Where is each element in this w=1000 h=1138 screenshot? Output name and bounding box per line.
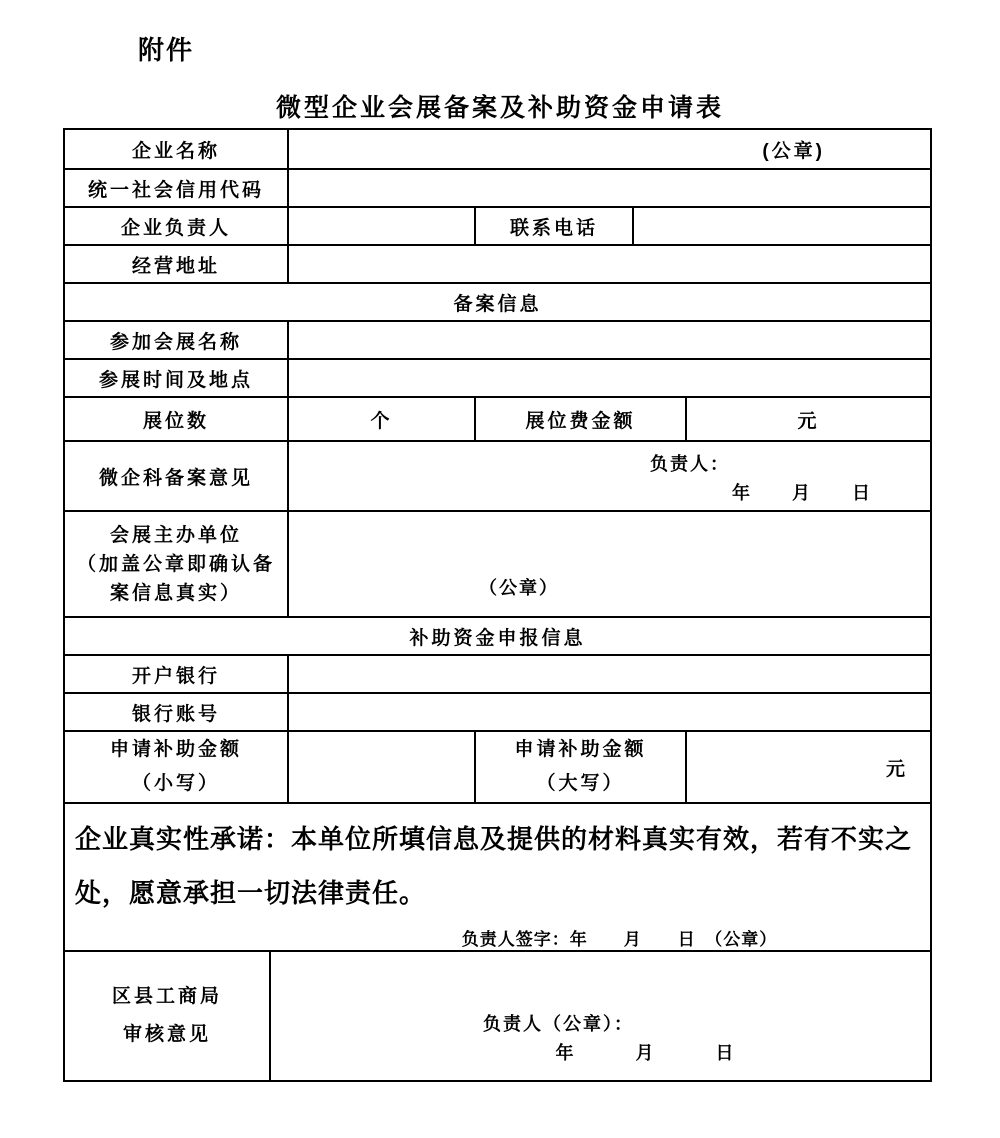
- attachment-label: 附件: [138, 35, 195, 65]
- row-review: [65, 950, 930, 1080]
- amount-lower-field: [287, 732, 474, 802]
- organizer-label: [65, 512, 287, 616]
- subsidy-section-header: [65, 618, 930, 654]
- commitment-cell: [65, 804, 930, 950]
- amount-unit-text: 元: [885, 758, 908, 780]
- account-field: [287, 694, 930, 730]
- booth-fee-unit-text: 元: [797, 410, 820, 432]
- organizer-seal-hint: （公章）: [479, 578, 559, 598]
- booth-fee-field: [685, 398, 930, 440]
- filing-section-header: [65, 284, 930, 320]
- amount-upper-label-line1: 申请补助金额: [514, 739, 647, 760]
- commitment-line1: 企业真实性承诺：本单位所填信息及提供的材料真实有效，若有不实之: [75, 824, 913, 854]
- amount-lower-label-line1: 申请补助金额: [109, 739, 242, 760]
- time-place-label: [65, 360, 287, 396]
- credit-code-label: [65, 170, 287, 206]
- bank-label-text: 开户银行: [131, 665, 220, 687]
- row-bank: [65, 654, 930, 692]
- principal-field: [287, 208, 474, 244]
- exhibition-name-label: [65, 322, 287, 358]
- row-subsidy-header: [65, 616, 930, 654]
- micro-office-label-text: 微企科备案意见: [98, 467, 253, 489]
- amount-lower-label: [65, 732, 287, 802]
- commitment-line2: 处，愿意承担一切法律责任。: [75, 878, 427, 908]
- principal-label: [65, 208, 287, 244]
- address-label-text: 经营地址: [131, 255, 220, 277]
- row-principal-phone: [65, 206, 930, 244]
- phone-field: [632, 208, 930, 244]
- row-micro-office-opinion: [65, 440, 930, 510]
- row-account: [65, 692, 930, 730]
- time-place-field: [287, 360, 930, 396]
- address-label: [65, 246, 287, 282]
- organizer-label-line3: 案信息真实）: [109, 582, 242, 604]
- phone-label: [474, 208, 632, 244]
- review-label-line2: 审核意见: [122, 1024, 211, 1045]
- booth-fee-label-text: 展位费金额: [525, 410, 636, 432]
- row-time-place: [65, 358, 930, 396]
- bank-field: [287, 656, 930, 692]
- booth-count-field: [287, 398, 474, 440]
- booth-count-label: [65, 398, 287, 440]
- booth-fee-label: [474, 398, 685, 440]
- exhibition-name-field: [287, 322, 930, 358]
- booth-count-label-text: 展位数: [142, 410, 209, 432]
- micro-office-label: [65, 442, 287, 510]
- company-name-label: [65, 130, 287, 168]
- amount-upper-field: [685, 732, 930, 802]
- row-company-name: [65, 130, 930, 168]
- application-form-table: [63, 128, 932, 1082]
- row-filing-header: [65, 282, 930, 320]
- bank-label: [65, 656, 287, 692]
- row-organizer: [65, 510, 930, 616]
- company-name-field: [287, 130, 930, 168]
- amount-lower-label-line2: （小写）: [131, 773, 220, 794]
- filing-section-header-text: 备案信息: [453, 293, 542, 315]
- company-seal-hint: (公章): [762, 140, 825, 162]
- micro-office-date-line: 年 月 日: [732, 483, 872, 503]
- address-field: [287, 246, 930, 282]
- exhibition-name-label-text: 参加会展名称: [109, 331, 242, 353]
- company-name-label-text: 企业名称: [131, 140, 220, 162]
- review-label-line1: 区县工商局: [111, 986, 222, 1007]
- row-address: [65, 244, 930, 282]
- credit-code-field: [287, 170, 930, 206]
- subsidy-section-header-text: 补助资金申报信息: [409, 627, 586, 649]
- organizer-label-line2: （加盖公章即确认备: [76, 553, 275, 575]
- row-commitment: [65, 802, 930, 950]
- micro-office-principal-line: 负责人：: [650, 454, 730, 474]
- organizer-seal-field: [287, 512, 930, 616]
- review-field: [269, 952, 930, 1080]
- booth-count-unit-text: 个: [370, 410, 393, 432]
- principal-label-text: 企业负责人: [120, 217, 231, 239]
- account-label-text: 银行账号: [131, 703, 220, 725]
- commitment-sign-line: 负责人签字：年 月 日 （公章）: [461, 930, 778, 949]
- phone-label-text: 联系电话: [509, 217, 598, 239]
- time-place-label-text: 参展时间及地点: [98, 369, 253, 391]
- amount-upper-label-line2: （大写）: [536, 773, 625, 794]
- row-credit-code: [65, 168, 930, 206]
- review-date-line: 年 月 日: [555, 1043, 736, 1063]
- form-title: 微型企业会展备案及补助资金申请表: [275, 94, 724, 122]
- amount-upper-label: [474, 732, 685, 802]
- organizer-label-line1: 会展主办单位: [109, 524, 242, 546]
- review-label: [65, 952, 269, 1080]
- account-label: [65, 694, 287, 730]
- credit-code-label-text: 统一社会信用代码: [87, 179, 264, 201]
- row-exhibition-name: [65, 320, 930, 358]
- review-principal-line: 负责人（公章）：: [483, 1014, 634, 1034]
- micro-office-field: [287, 442, 930, 510]
- row-booth: [65, 396, 930, 440]
- row-subsidy-amount: [65, 730, 930, 802]
